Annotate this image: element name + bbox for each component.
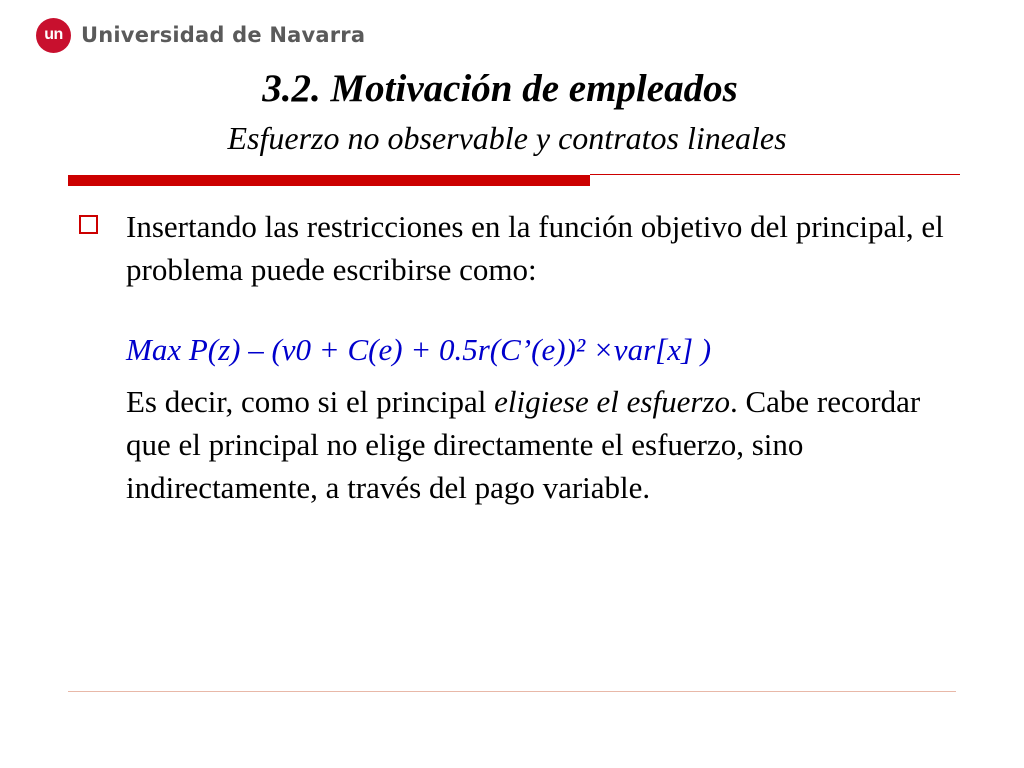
explanation-tail: . Cabe recordar que el principal no elige directamente el esfuerzo, sino indirectamente, a través del pago variable.: [126, 384, 921, 505]
title-underline-thick: [68, 175, 590, 186]
explanation-emphasis: eligiese el esfuerzo: [494, 384, 730, 419]
bullet-text: Insertando las restricciones en la función objetivo del principal, el problema puede escribirse como:: [126, 209, 944, 287]
title-underline-thin: [590, 174, 960, 175]
university-logo: [36, 17, 365, 53]
formula: Max P(z) – (v0 + C(e) + 0.5r(C’(e))² ×var[x] ): [126, 332, 712, 367]
university-name: Universidad de Navarra: [81, 23, 366, 47]
explanation-paragraph: [126, 380, 956, 509]
slide-subtitle: Esfuerzo no observable y contratos lineales: [227, 120, 787, 156]
slide-body: [126, 205, 956, 509]
square-bullet-icon: [79, 215, 98, 234]
un-logo-icon: un: [36, 18, 71, 53]
slide-title: 3.2. Motivación de empleados: [262, 67, 738, 110]
footer-divider: [68, 691, 956, 692]
explanation-lead: Es decir, como si el principal: [126, 384, 495, 419]
